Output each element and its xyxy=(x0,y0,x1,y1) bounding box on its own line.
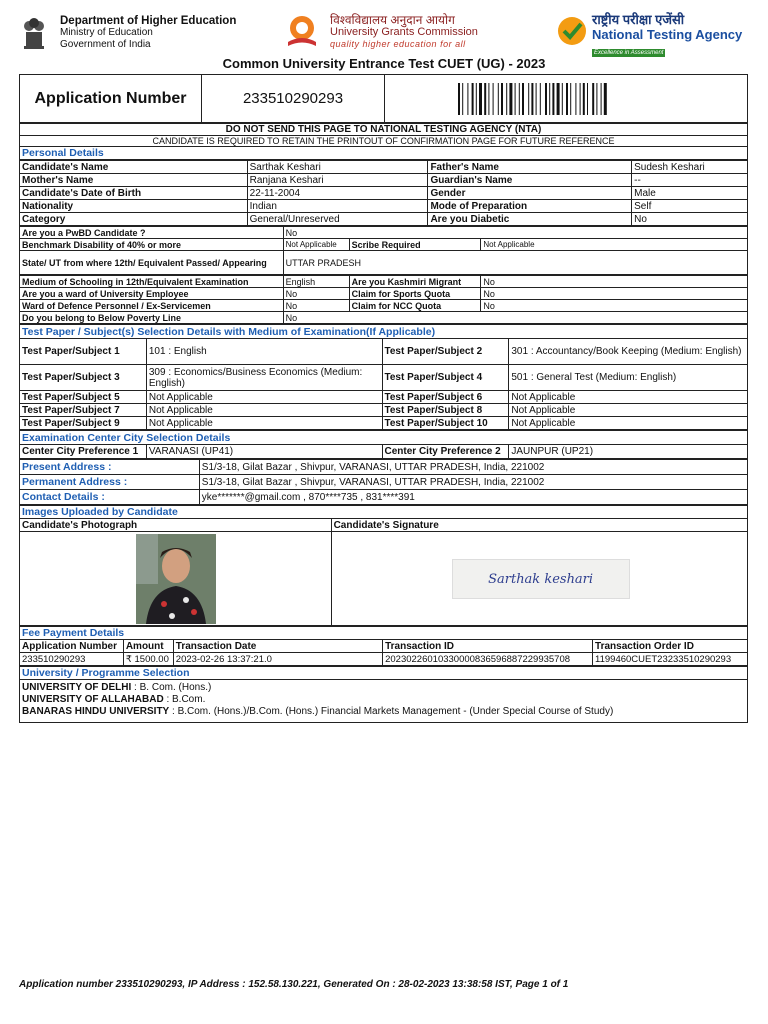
field-label: Are you Kashmiri Migrant xyxy=(349,276,481,288)
field-label: Category xyxy=(20,213,248,226)
fee-header: Amount xyxy=(123,640,173,653)
fee-header: Transaction Date xyxy=(173,640,382,653)
fee-cell: 2023-02-26 13:37:21.0 xyxy=(173,653,382,666)
page-footer: Application number 233510290293, IP Address : 152.58.130.221, Generated On : 28-02-2023 13:38:58 IST, Page 1 of 1 xyxy=(19,979,569,990)
university-list xyxy=(20,680,748,723)
subject-row xyxy=(20,391,748,404)
field-value: Male xyxy=(632,187,748,200)
main-form xyxy=(19,123,748,723)
field-label: Are you Diabetic xyxy=(428,213,632,226)
doc-title: Common University Entrance Test CUET (UG) - 2023 xyxy=(222,56,546,71)
present-address-label: Present Address : xyxy=(20,460,200,475)
application-number-value: 233510290293 xyxy=(202,75,385,122)
programme-name: : B.Com. xyxy=(163,694,206,705)
university-name: UNIVERSITY OF ALLAHABAD xyxy=(22,694,164,705)
ugc-block xyxy=(330,14,478,50)
field-value: Indian xyxy=(247,200,428,213)
barcode-icon xyxy=(458,83,678,115)
subject-row xyxy=(20,365,748,391)
field-label: Gender xyxy=(428,187,632,200)
subject-label: Test Paper/Subject 7 xyxy=(20,404,147,417)
university-name: BANARAS HINDU UNIVERSITY xyxy=(22,706,170,717)
pref2-label: Center City Preference 2 xyxy=(382,445,509,459)
personal-row xyxy=(20,161,748,174)
state-value: UTTAR PRADESH xyxy=(283,251,747,275)
signature-cell xyxy=(331,532,747,626)
personal-row xyxy=(20,213,748,226)
notice-line-2: CANDIDATE IS REQUIRED TO RETAIN THE PRINTOUT OF CONFIRMATION PAGE FOR FUTURE REFERENCE xyxy=(20,136,748,147)
scribe-value: Not Applicable xyxy=(481,239,748,251)
fee-cell: ₹ 1500.00 xyxy=(123,653,173,666)
exam-city-table xyxy=(19,430,748,459)
subject-label: Test Paper/Subject 8 xyxy=(382,404,509,417)
field-label: Medium of Schooling in 12th/Equivalent Examination xyxy=(20,276,284,288)
dept-name: Department of Higher Education xyxy=(60,15,237,27)
field-value: Sudesh Keshari xyxy=(632,161,748,174)
field-value: No xyxy=(283,300,349,312)
field-label: Guardian's Name xyxy=(428,174,632,187)
field-value: 22-11-2004 xyxy=(247,187,428,200)
subject-value: Not Applicable xyxy=(509,391,748,404)
field-label: Father's Name xyxy=(428,161,632,174)
programme-name: : B.Com. (Hons.)/B.Com. (Hons.) Financial Markets Management - (Under Special Course of Study) xyxy=(169,706,614,717)
subject-value: Not Applicable xyxy=(146,417,382,430)
subject-value: Not Applicable xyxy=(146,404,382,417)
permanent-address-label: Permanent Address : xyxy=(20,475,200,490)
benchmark-label: Benchmark Disability of 40% or more xyxy=(20,239,284,251)
fee-section-title: Fee Payment Details xyxy=(20,627,748,640)
emblem-icon xyxy=(22,12,46,52)
subject-label: Test Paper/Subject 9 xyxy=(20,417,147,430)
field-value: No xyxy=(481,288,748,300)
subject-row xyxy=(20,417,748,430)
university-item xyxy=(22,682,745,694)
pref1-label: Center City Preference 1 xyxy=(20,445,147,459)
subject-value: 309 : Economics/Business Economics (Medium: English) xyxy=(146,365,382,391)
state-label: State/ UT from where 12th/ Equivalent Passed/ Appearing xyxy=(20,251,284,275)
university-name: UNIVERSITY OF DELHI xyxy=(22,682,132,693)
field-label: Mother's Name xyxy=(20,174,248,187)
fee-cell: 1199460CUET23233510290293 xyxy=(593,653,748,666)
notice-table xyxy=(19,123,748,160)
subject-label: Test Paper/Subject 2 xyxy=(382,339,509,365)
ugc-tagline: quality higher education for all xyxy=(330,39,466,49)
subjects-section-title: Test Paper / Subject(s) Selection Details with Medium of Examination(If Applicable) xyxy=(20,325,748,339)
subject-value: 101 : English xyxy=(146,339,382,365)
field-value: English xyxy=(283,276,349,288)
subject-value: Not Applicable xyxy=(509,417,748,430)
field-value: No xyxy=(283,288,349,300)
photo-cell xyxy=(20,532,332,626)
pwbd-value: No xyxy=(283,227,747,239)
nta-name: National Testing Agency xyxy=(592,27,743,42)
personal-extra-table xyxy=(19,226,748,275)
programme-name: : B. Com. (Hons.) xyxy=(131,682,212,693)
field-value: No xyxy=(481,276,748,288)
university-section-title: University / Programme Selection xyxy=(20,667,748,680)
subject-value: 501 : General Test (Medium: English) xyxy=(509,365,748,391)
personal-row xyxy=(20,174,748,187)
fee-header: Transaction Order ID xyxy=(593,640,748,653)
government-name: Government of India xyxy=(60,39,151,50)
subject-label: Test Paper/Subject 1 xyxy=(20,339,147,365)
benchmark-value: Not Applicable xyxy=(283,239,349,251)
field-label: Ward of Defence Personnel / Ex-Servicemen xyxy=(20,300,284,312)
ministry-name: Ministry of Education xyxy=(60,27,153,38)
field-value: No xyxy=(632,213,748,226)
permanent-address-value: S1/3-18, Gilat Bazar , Shivpur, VARANASI, UTTAR PRADESH, India, 221002 xyxy=(199,475,747,490)
photo-label: Candidate's Photograph xyxy=(20,519,332,532)
field-value: Sarthak Keshari xyxy=(247,161,428,174)
images-table xyxy=(19,505,748,626)
field-label: Mode of Preparation xyxy=(428,200,632,213)
subject-value: Not Applicable xyxy=(509,404,748,417)
dept-block xyxy=(60,15,236,51)
field-value: No xyxy=(481,300,748,312)
bpl-value: No xyxy=(283,312,747,324)
subject-label: Test Paper/Subject 6 xyxy=(382,391,509,404)
field-value: Ranjana Keshari xyxy=(247,174,428,187)
personal-small-row xyxy=(20,300,748,312)
subject-row xyxy=(20,404,748,417)
nta-hindi: राष्ट्रीय परीक्षा एजेंसी xyxy=(592,12,685,27)
fee-header: Transaction ID xyxy=(383,640,593,653)
personal-table xyxy=(19,160,748,226)
field-value: Self xyxy=(632,200,748,213)
field-label: Claim for NCC Quota xyxy=(349,300,481,312)
subject-label: Test Paper/Subject 5 xyxy=(20,391,147,404)
subject-row xyxy=(20,339,748,365)
ugc-hindi: विश्वविद्यालय अनुदान आयोग xyxy=(330,13,455,27)
field-label: Are you a ward of University Employee xyxy=(20,288,284,300)
pref1-value: VARANASI (UP41) xyxy=(146,445,382,459)
application-number-label: Application Number xyxy=(20,75,202,122)
personal-small-row xyxy=(20,288,748,300)
exam-city-section-title: Examination Center City Selection Details xyxy=(20,431,748,445)
pwbd-label: Are you a PwBD Candidate ? xyxy=(20,227,284,239)
bpl-label: Do you belong to Below Poverty Line xyxy=(20,312,284,324)
subject-value: 301 : Accountancy/Book Keeping (Medium: English) xyxy=(509,339,748,365)
nta-tagline: Excellence in Assessment xyxy=(594,50,664,56)
candidate-signature xyxy=(452,559,630,599)
notice-line-1: DO NOT SEND THIS PAGE TO NATIONAL TESTING AGENCY (NTA) xyxy=(20,124,748,136)
address-table xyxy=(19,459,748,505)
personal-small-row xyxy=(20,276,748,288)
subject-label: Test Paper/Subject 4 xyxy=(382,365,509,391)
scribe-label: Scribe Required xyxy=(349,239,481,251)
personal-small-table xyxy=(19,275,748,324)
fee-table xyxy=(19,626,748,666)
pref2-value: JAUNPUR (UP21) xyxy=(509,445,748,459)
personal-row xyxy=(20,200,748,213)
nta-block xyxy=(592,12,742,57)
subject-label: Test Paper/Subject 3 xyxy=(20,365,147,391)
university-table xyxy=(19,666,748,723)
nta-check-icon xyxy=(557,16,587,46)
personal-row xyxy=(20,187,748,200)
contact-details-label: Contact Details : xyxy=(20,490,200,505)
subject-value: Not Applicable xyxy=(146,391,382,404)
signature-text: Sarthak keshari xyxy=(488,571,594,587)
ugc-name: University Grants Commission xyxy=(330,26,478,38)
field-value: -- xyxy=(632,174,748,187)
images-section-title: Images Uploaded by Candidate xyxy=(20,506,748,519)
signature-label: Candidate's Signature xyxy=(331,519,747,532)
field-label: Candidate's Date of Birth xyxy=(20,187,248,200)
present-address-value: S1/3-18, Gilat Bazar , Shivpur, VARANASI, UTTAR PRADESH, India, 221002 xyxy=(199,460,747,475)
subject-label: Test Paper/Subject 10 xyxy=(382,417,509,430)
fee-header: Application Number xyxy=(20,640,124,653)
field-label: Nationality xyxy=(20,200,248,213)
university-item xyxy=(22,694,745,706)
ugc-logo-icon xyxy=(283,12,321,52)
candidate-photo xyxy=(136,534,216,624)
fee-cell: 20230226010330000836596887229935708 xyxy=(383,653,593,666)
fee-cell: 233510290293 xyxy=(20,653,124,666)
field-value: General/Unreserved xyxy=(247,213,428,226)
university-item xyxy=(22,706,745,718)
subjects-table xyxy=(19,324,748,430)
application-box xyxy=(19,74,748,123)
field-label: Candidate's Name xyxy=(20,161,248,174)
contact-details-value: yke*******@gmail.com , 870****735 , 831****391 xyxy=(199,490,747,505)
field-label: Claim for Sports Quota xyxy=(349,288,481,300)
personal-section-title: Personal Details xyxy=(20,147,748,160)
